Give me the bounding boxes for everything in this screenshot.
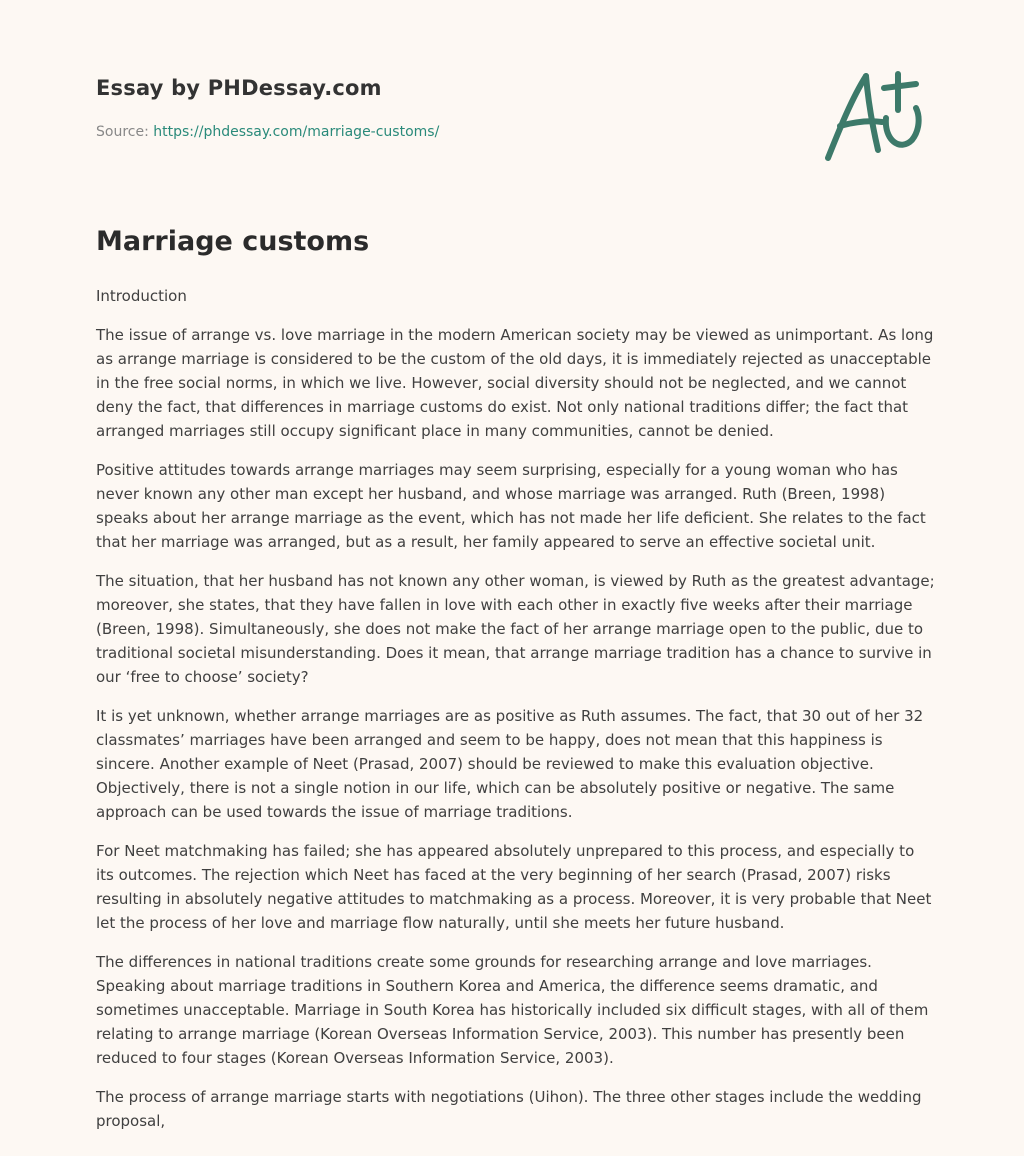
page-header: [96, 0, 936, 200]
paragraph: The situation, that her husband has not known any other woman, is viewed by Ruth as the greatest advantage; moreover, she states, that they have fallen in love with each other in exactly five weeks after their marriage (Breen, 1998). Simultaneously, she does not make the fact of her arrange marriage open to the public, due to traditional societal misunderstanding. Does it mean, that arrange marriage tradition has a chance to survive in our ‘free to choose’ society?: [96, 572, 935, 686]
a-plus-logo: [822, 66, 928, 166]
paragraph: Positive attitudes towards arrange marriages may seem surprising, especially for a young woman who has never known any other man except her husband, and whose marriage was arranged. Ruth (Breen, 1998) speaks about her arrange marriage as the event, which has not made her life deficient. She relates to the fact that her marriage was arranged, but as a result, her family appeared to serve an effective societal unit.: [96, 461, 926, 551]
paragraph-introduction: Introduction: [96, 287, 187, 305]
source-label: Source:: [96, 124, 149, 140]
source-line: [96, 124, 439, 140]
paragraph: It is yet unknown, whether arrange marriages are as positive as Ruth assumes. The fact, that 30 out of her 32 classmates’ marriages have been arranged and seem to be happy, does not mean that this happiness is sincere. Another example of Neet (Prasad, 2007) should be reviewed to make this evaluation objective. Objectively, there is not a single notion in our life, which can be absolutely positive or negative. The same approach can be used towards the issue of marriage traditions.: [96, 707, 924, 821]
site-title: Essay by PHDessay.com: [96, 76, 382, 100]
paragraph: The process of arrange marriage starts with negotiations (Uihon). The three other stages include the wedding proposal,: [96, 1088, 922, 1130]
essay-title: Marriage customs: [96, 226, 370, 257]
paragraph: For Neet matchmaking has failed; she has appeared absolutely unprepared to this process, and especially to its outcomes. The rejection which Neet has faced at the very beginning of her search (Prasad, 2007) risks resulting in absolutely negative attitudes to matchmaking as a process. Moreover, it is very probable that Neet let the process of her love and marriage flow naturally, until she meets her future husband.: [96, 842, 932, 932]
essay-body: [96, 284, 936, 1148]
essay-page: [96, 0, 936, 1130]
source-link[interactable]: https://phdessay.com/marriage-customs/: [153, 124, 440, 140]
paragraph: The issue of arrange vs. love marriage in the modern American society may be viewed as unimportant. As long as arrange marriage is considered to be the custom of the old days, it is immediately rejected as unacceptable in the free social norms, in which we live. However, social diversity should not be neglected, and we cannot deny the fact, that differences in marriage customs do exist. Not only national traditions differ; the fact that arranged marriages still occupy significant place in many communities, cannot be denied.: [96, 326, 934, 440]
paragraph: The differences in national traditions create some grounds for researching arrange and love marriages. Speaking about marriage traditions in Southern Korea and America, the difference seems dramatic, and sometimes unacceptable. Marriage in South Korea has historically included six difficult stages, with all of them relating to arrange marriage (Korean Overseas Information Service, 2003). This number has presently been reduced to four stages (Korean Overseas Information Service, 2003).: [96, 953, 929, 1067]
